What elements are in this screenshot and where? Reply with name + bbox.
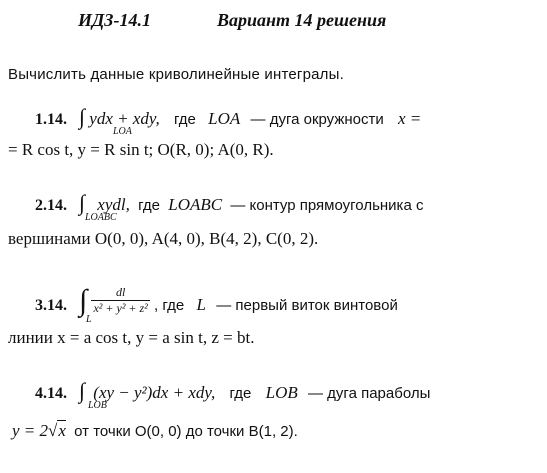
curve-description: — контур прямоугольника с (230, 197, 424, 214)
curve-name: LOB (265, 383, 298, 402)
curve-name: L (196, 295, 206, 314)
problem-number: 2.14. (35, 197, 67, 214)
problem-number: 4.14. (35, 385, 67, 402)
problem-3-continuation: линии x = a cos t, y = a sin t, z = bt. (8, 328, 255, 347)
equation-part: x = (398, 109, 422, 128)
problem-1 (35, 104, 422, 137)
where-word: где (138, 197, 161, 214)
where-word: где (229, 385, 252, 402)
integral-limit: L (86, 314, 92, 325)
equation-part: y = 2 (12, 421, 49, 440)
integral-sign: ∫ (79, 190, 86, 215)
fraction (91, 285, 149, 316)
problem-2-continuation: вершинами O(0, 0), A(4, 0), B(4, 2), C(0, 2). (8, 229, 319, 248)
integrand: (xy − y²)dx + xdy, (93, 383, 216, 402)
integral-limit: LOABC (85, 212, 117, 223)
curve-name: LOA (208, 109, 241, 128)
integrand: xydl, (97, 195, 130, 214)
fraction-numerator: dl (91, 285, 149, 301)
problem-4-continuation (12, 421, 298, 441)
radical-sign-icon: √ (48, 421, 58, 440)
problem-number: 1.14. (35, 111, 67, 128)
integral-sign: ∫ (79, 284, 88, 317)
curve-description: — дуга окружности (250, 111, 384, 128)
integral-limit: LOB (88, 400, 107, 411)
curve-description: — первый виток винтовой (216, 297, 398, 314)
curve-name: LOABC (168, 195, 223, 214)
integral-sign: ∫ (79, 378, 86, 403)
problem-3 (35, 284, 398, 325)
variant-label: Вариант 14 решения (217, 10, 387, 30)
continuation-text: от точки O(0, 0) до точки B(1, 2). (74, 423, 298, 440)
problem-number: 3.14. (35, 297, 67, 314)
radicand: x (58, 421, 66, 440)
where-word: где (174, 111, 196, 128)
integral-limit: LOA (113, 126, 132, 137)
fraction-denominator: x² + y² + z² (93, 300, 148, 315)
integral-sign: ∫ (79, 104, 86, 129)
square-root (48, 421, 66, 441)
where-word: , где (154, 297, 185, 314)
curve-description: — дуга параболы (308, 385, 431, 402)
problem-4 (35, 378, 431, 411)
task-instruction: Вычислить данные криволинейные интегралы. (8, 66, 344, 83)
doc-title: ИДЗ-14.1 (78, 10, 151, 30)
integrand: ydx + xdy, (89, 109, 160, 128)
problem-1-continuation: = R cos t, y = R sin t; O(R, 0); A(0, R). (8, 140, 274, 159)
problem-2 (35, 190, 424, 223)
